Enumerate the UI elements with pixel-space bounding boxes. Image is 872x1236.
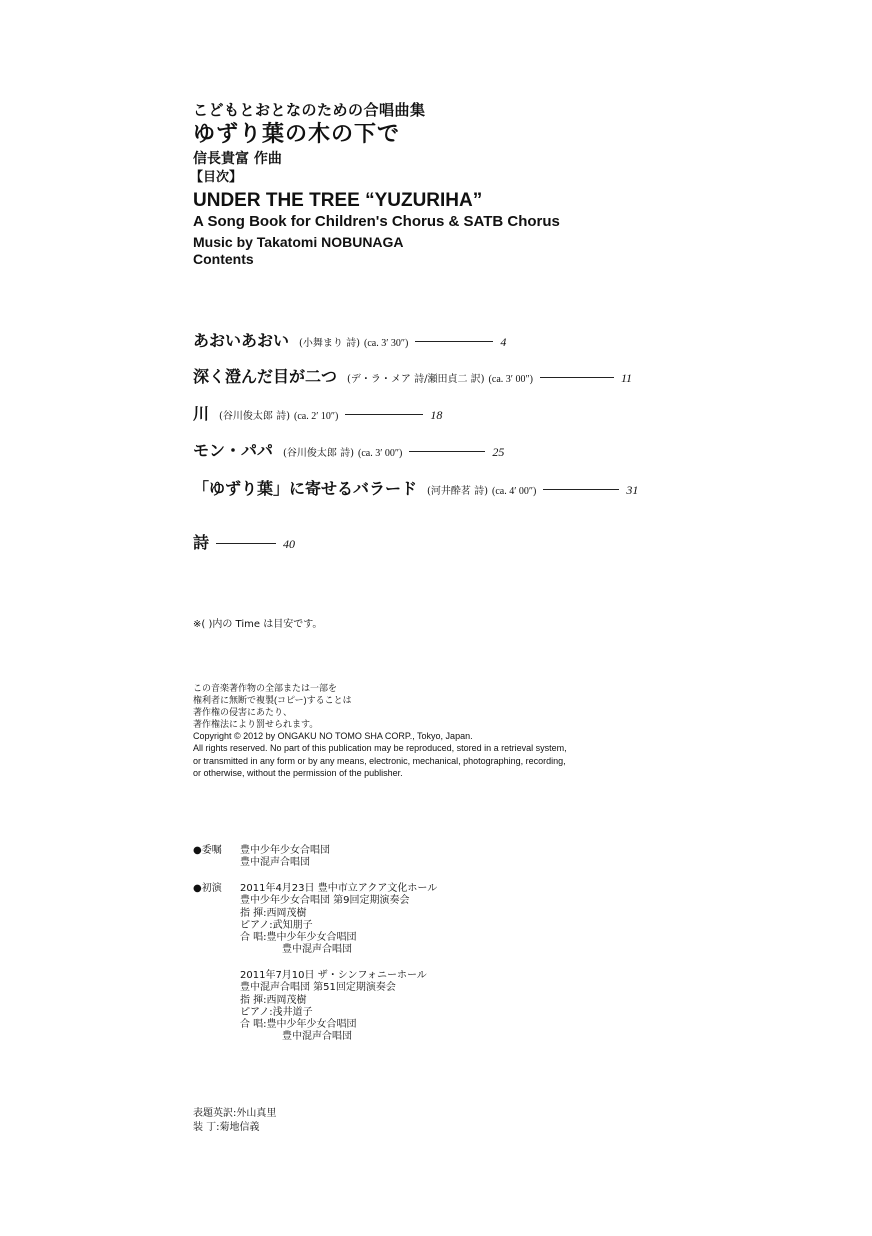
toc-title: 深く澄んだ目が二つ: [193, 367, 338, 386]
premiere-date-venue: 2011年7月10日 ザ・シンフォニーホール: [240, 970, 427, 981]
toc-page: 11: [620, 371, 633, 385]
toc-entry: [193, 401, 442, 424]
copyright-line: この音楽著作物の全部または一部を: [193, 683, 338, 693]
premiere-second: [240, 970, 427, 1044]
toc-credit: (河井酔茗 詩): [427, 486, 488, 497]
toc-leader: [345, 414, 423, 415]
copyright-line: Copyright © 2012 by ONGAKU NO TOMO SHA CORP., Tokyo, Japan.: [193, 731, 473, 742]
copyright-line: 著作権法により罰せられます。: [193, 719, 319, 730]
toc-page: 40: [283, 537, 296, 551]
toc-entry: [193, 328, 506, 351]
jp-contents-heading: 【目次】: [190, 170, 243, 185]
toc-credit: (デ・ラ・メア 詩/瀬田貞二 訳): [347, 374, 485, 385]
en-title: UNDER THE TREE “YUZURIHA”: [193, 190, 483, 211]
toc-title: 詩: [193, 533, 210, 552]
toc-credit: (谷川俊太郎 詩): [283, 448, 354, 459]
credit-design: 装 丁:菊地信義: [193, 1122, 260, 1133]
commission-line: 豊中少年少女合唱団: [240, 845, 330, 856]
credit-translation: 表題英訳:外山真里: [193, 1108, 277, 1119]
copyright-line: All rights reserved. No part of this publication may be reproduced, stored in a retrieval system,: [193, 743, 567, 754]
commission-lines: [240, 845, 330, 870]
toc-time: (ca. 3′ 00″): [358, 448, 403, 459]
toc-time: (ca. 2′ 10″): [294, 411, 339, 422]
toc-title: モン・パパ: [193, 441, 274, 460]
jp-title: ゆずり葉の木の下で: [193, 122, 401, 147]
premiere-chorus: 豊中混声合唱団: [282, 944, 352, 956]
toc-credit: (小舞まり 詩): [299, 338, 360, 349]
toc-time: (ca. 3′ 00″): [488, 374, 533, 385]
toc-time: (ca. 3′ 30″): [364, 338, 409, 349]
premiere-chorus: 豊中混声合唱団: [282, 1031, 352, 1043]
toc-page: 25: [492, 445, 505, 459]
premiere-first: [240, 883, 437, 957]
toc-leader: [216, 543, 276, 544]
toc-entry: [193, 364, 632, 387]
en-contents-heading: Contents: [193, 251, 254, 267]
copyright-block: [193, 682, 567, 779]
time-note: ※( )内の Time は目安です。: [193, 619, 323, 630]
premiere-chorus: 合 唱:豊中少年少女合唱団: [240, 932, 357, 944]
en-music-by: Music by Takatomi NOBUNAGA: [193, 234, 404, 250]
en-subtitle: A Song Book for Children's Chorus & SATB Chorus: [193, 213, 560, 230]
premiere-date-venue: 2011年4月23日 豊中市立アクア文化ホール: [240, 883, 438, 894]
toc-title: 「ゆずり葉」に寄せるバラード: [193, 479, 418, 498]
premiere-label: ●初演: [193, 883, 222, 894]
premiere-piano: ピアノ:武知朋子: [240, 919, 313, 931]
premiere-piano: ピアノ:浅井道子: [240, 1006, 313, 1018]
copyright-line: 権利者に無断で複製(コピー)することは: [193, 695, 352, 706]
copyright-line: or transmitted in any form or by any means, electronic, mechanical, photographing, recording,: [193, 755, 566, 766]
toc-credit: (谷川俊太郎 詩): [219, 411, 290, 422]
commission-line: 豊中混声合唱団: [240, 857, 310, 869]
toc-leader: [409, 451, 485, 452]
toc-title: あおいあおい: [193, 331, 290, 350]
premiere-concert: 豊中混声合唱団 第51回定期演奏会: [240, 982, 396, 994]
toc-page: 31: [626, 483, 639, 497]
toc-page: 4: [500, 335, 507, 349]
jp-subtitle: こどもとおとなのための合唱曲集: [193, 101, 426, 119]
premiere-concert: 豊中少年少女合唱団 第9回定期演奏会: [240, 895, 410, 907]
toc-leader: [543, 489, 619, 490]
premiere-conductor: 指 揮:西岡茂樹: [240, 907, 307, 919]
toc-title: 川: [193, 404, 210, 423]
credits-block: [193, 1107, 276, 1135]
jp-composer: 信長貴富 作曲: [193, 151, 282, 167]
toc-leader: [415, 341, 493, 342]
copyright-line: 著作権の侵害にあたり、: [193, 707, 293, 718]
toc-page: 18: [430, 408, 443, 422]
toc-entry: [193, 438, 504, 461]
copyright-line: or otherwise, without the permission of the publisher.: [193, 767, 403, 778]
toc-leader: [540, 377, 614, 378]
premiere-conductor: 指 揮:西岡茂樹: [240, 994, 307, 1006]
commission-label: ●委嘱: [193, 845, 222, 856]
toc-entry: [193, 476, 638, 499]
toc-time: (ca. 4′ 00″): [492, 486, 537, 497]
toc-entry: [193, 530, 295, 553]
premiere-chorus: 合 唱:豊中少年少女合唱団: [240, 1019, 357, 1031]
